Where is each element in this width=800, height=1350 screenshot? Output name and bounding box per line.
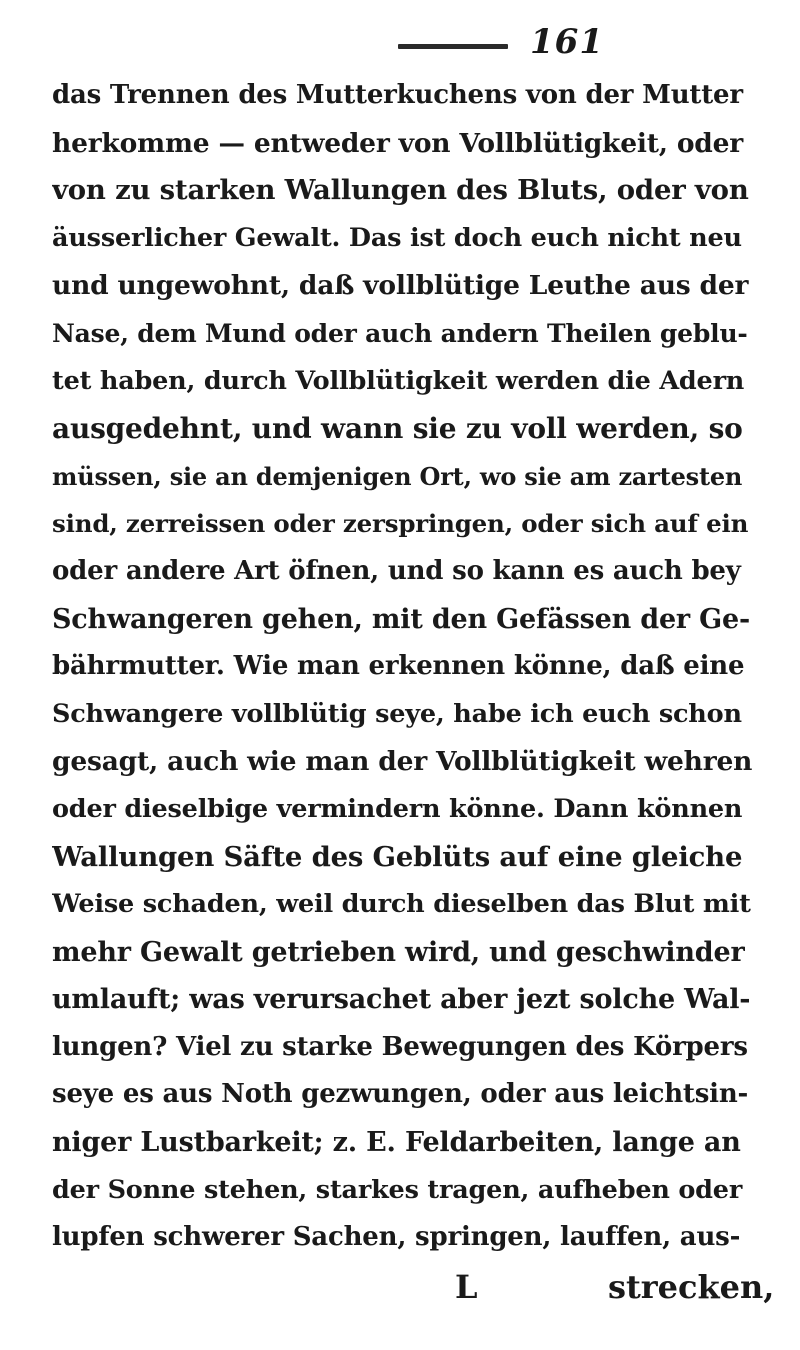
text-line: umlauft; was verursachet aber jezt solche Wal-: [52, 984, 751, 1016]
text-line: tet haben, durch Vollblütigkeit werden die Adern: [52, 365, 745, 396]
text-line: der Sonne stehen, starkes tragen, aufheben oder: [52, 1174, 743, 1205]
text-line: Schwangeren gehen, mit den Gefässen der Ge-: [52, 603, 750, 635]
text-line: müssen, sie an demjenigen Ort, wo sie am zartesten: [52, 461, 743, 491]
text-line: niger Lustbarkeit; z. E. Feldarbeiten, lange an: [52, 1127, 741, 1159]
text-line: und ungewohnt, daß vollblütige Leuthe aus der: [52, 270, 749, 302]
text-line: mehr Gewalt getrieben wird, und geschwinder: [52, 936, 745, 968]
text-line: Weise schaden, weil durch dieselben das Blut mit: [52, 889, 751, 920]
text-line: Nase, dem Mund oder auch andern Theilen geblu-: [52, 318, 748, 348]
text-line: von zu starken Wallungen des Bluts, oder von: [52, 174, 749, 207]
text-line: das Trennen des Mutterkuchens von der Mutter: [52, 80, 743, 110]
text-line: bährmutter. Wie man erkennen könne, daß eine: [52, 651, 745, 682]
text-line: sind, zerreissen oder zerspringen, oder sich auf ein: [52, 509, 749, 539]
text-line: gesagt, auch wie man der Vollblütigkeit wehren: [52, 746, 752, 778]
text-line: Wallungen Säfte des Geblüts auf eine gleiche: [52, 840, 743, 873]
text-line: herkomme — entweder von Vollblütigkeit, oder: [52, 127, 744, 159]
text-line: oder dieselbige vermindern könne. Dann können: [52, 793, 743, 824]
catchword: strecken,: [608, 1268, 775, 1306]
text-line: ausgedehnt, und wann sie zu voll werden, so: [52, 412, 743, 446]
text-line: äusserlicher Gewalt. Das ist doch euch nicht neu: [52, 222, 742, 253]
page-number: 161: [530, 22, 604, 62]
signature-mark: L: [455, 1268, 478, 1306]
text-line: oder andere Art öfnen, und so kann es auch bey: [52, 555, 741, 586]
header-ornament-rule: [398, 44, 508, 49]
text-line: seye es aus Noth gezwungen, oder aus leichtsin-: [52, 1079, 749, 1110]
text-line: Schwangere vollblütig seye, habe ich euch schon: [52, 698, 742, 729]
page-footer: [0, 1268, 800, 1318]
text-line: lungen? Viel zu starke Bewegungen des Körpers: [52, 1031, 748, 1062]
body-text: [52, 72, 752, 1262]
text-line: lupfen schwerer Sachen, springen, lauffen, aus-: [52, 1222, 741, 1253]
